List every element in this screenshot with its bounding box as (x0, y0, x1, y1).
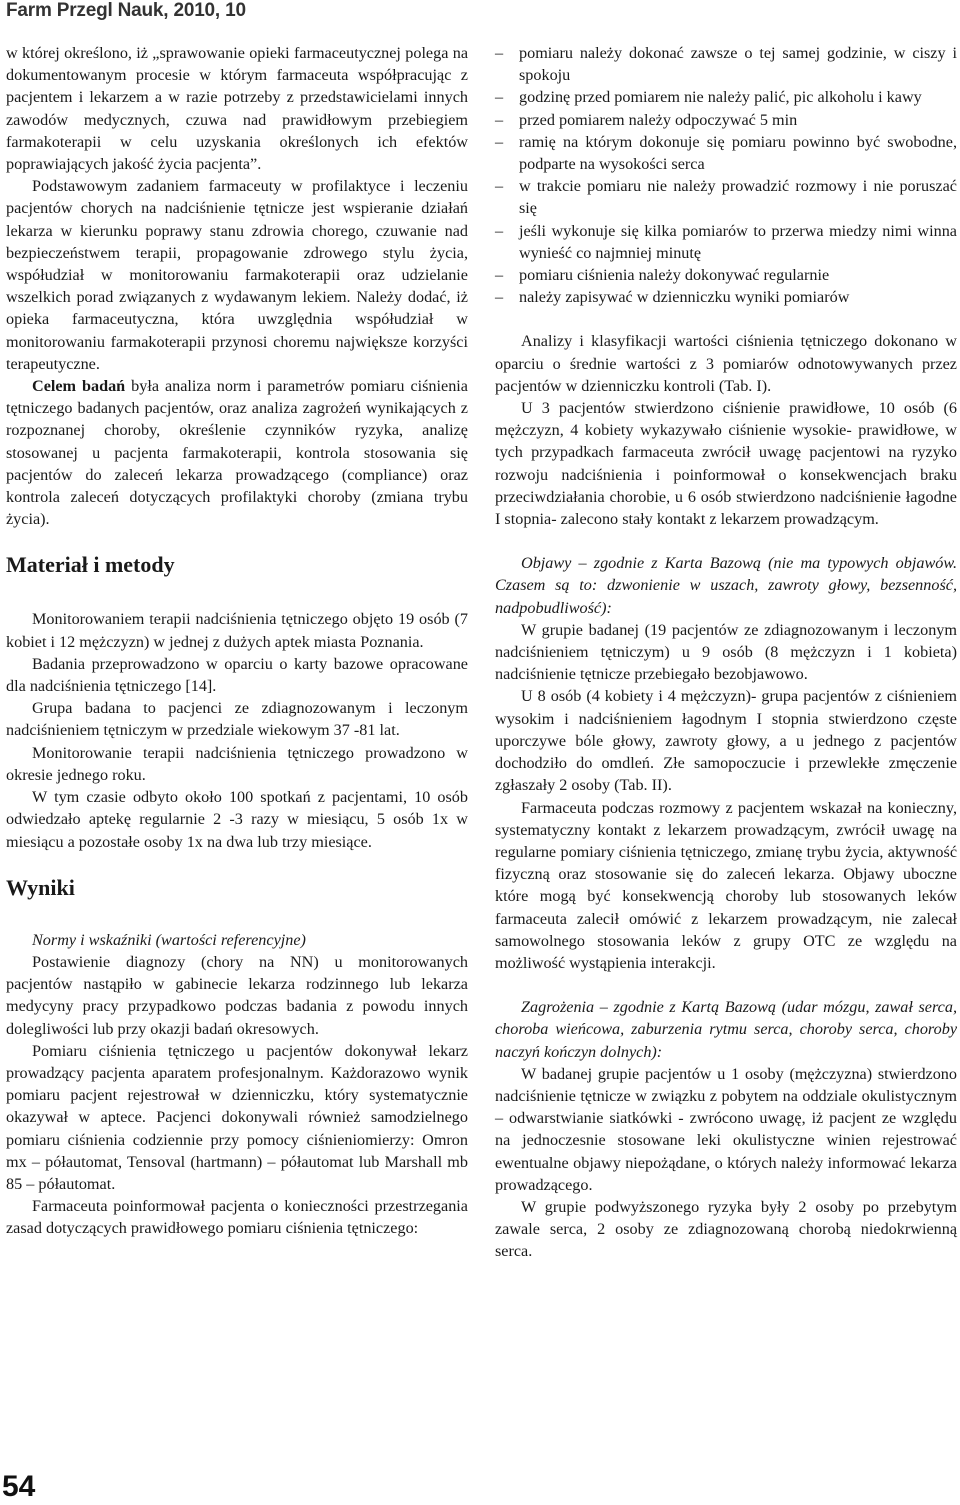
paragraph-methods-3: Grupa badana to pacjenci ze zdiagnozowanym i leczonym nadciśnieniem tętniczym w przedziale wiekowym 37 -81 lat. (6, 699, 468, 740)
paragraph-threats-1: W badanej grupie pacjentów u 1 osoby (mężczyzna) stwierdzono nadciśnienie tętnicze w związku z pobytem na oddziale okulistycznym – odwarstwianie siatkówki - zwrócono uwagę, iż pacjent ze względu na jednoczesnie stosowane leki okulistyczne winien rejestrować ewentualne objawy niepożądane, o których należy informować lekarza prowadzącego. (495, 1064, 957, 1194)
list-item: – w trakcie pomiaru nie należy prowadzić rozmowy i nie poruszać się (495, 175, 957, 219)
list-item: – pomiaru ciśnienia należy dokonywać regularnie (495, 264, 957, 286)
paragraph-methods-4: Monitorowanie terapii nadciśnienia tętniczego prowadzono w okresie jednego roku. (6, 743, 468, 784)
measurement-rules-list (495, 42, 957, 308)
paragraph-analysis-1: Analizy i klasyfikacji wartości ciśnienia tętniczego dokonano w oparciu o średnie wartości z 3 pomiarów odnotowywanych przez pacjentów w dzienniczku kontroli (Tab. I). (495, 332, 957, 395)
paragraph-results-1: Postawienie diagnozy (chory na NN) u monitorowanych pacjentów nastąpiło w gabinecie lekarza rodzinnego lub lekarza medycyny pracy przypadkowo podczas badania z powodu innych dolegliwości lub przy okazji badań okresowych. (6, 952, 468, 1038)
section-heading-methods: Materiał i metody (6, 552, 175, 578)
paragraph-study-aim (6, 375, 468, 530)
right-column (495, 42, 957, 1263)
subheading-norms: Normy i wskaźniki (wartości referencyjne) (32, 930, 306, 949)
paragraph-symptoms-2: U 8 osób (4 kobiety i 4 mężczyzn)- grupa pacjentów z ciśnieniem wysokim i nadciśnieniem łagodnym I stopnia stwierdzono częste uporczywe bóle głowy, zawroty głowy, a u jednego z pacjentów dochodziło do omdleń. Złe samopoczucie i przewlekłe zmęczenie zgłaszały 2 osoby (Tab. II). (495, 687, 957, 795)
paragraph-pharmacist-task: Podstawowym zadaniem farmaceuty w profilaktyce i leczeniu pacjentów chorych na nadciśnienie tętnicze jest wspieranie działań lekarza w kierunku poprawy stanu zdrowia chorego, czuwanie nad bezpieczeństwem terapii, propagowanie zdrowego stylu życia, współudział w monitorowaniu farmakoterapii oraz udzielanie wszelkich porad związanych z wydawanym lekiem. Należy dodać, iż opieka farmaceutyczna, która uwzględnia współudział w monitorowaniu farmakoterapii przynosi choremu największe korzyści terapeutyczne. (6, 177, 468, 373)
paragraph-intro: w której określono, iż „sprawowanie opieki farmaceutycznej polega na dokumentowanym procesie w którym farmaceuta współpracując z pacjentem i lekarzem a w razie potrzeby z przedstawicielami innych zawodów medycznych, czuwa nad prawidłowym przebiegiem farmakoterapii w celu uzyskania określonych ich efektów poprawiających jakość życia pacjenta”. (6, 44, 468, 174)
list-item: – jeśli wykonuje się kilka pomiarów to przerwa miedzy nimi winna wynieść co najmniej minutę (495, 220, 957, 264)
paragraph-analysis-2: U 3 pacjentów stwierdzono ciśnienie prawidłowe, 10 osób (6 mężczyzn, 4 kobiety wykazywało ciśnienie wysokie- prawidłowe, w tych przypadkach farmaceuta zwrócił uwagę pacjentowi na ryzyko rozwoju nadciśnienia i poinformował o konsekwencjach braku przeciwdziałania chorobie, u 6 osób stwierdzono nadciśnienie łagodne I stopnia- zalecono stały kontakt z lekarzem prowadzącym. (495, 399, 957, 529)
subheading-symptoms: Objawy – zgodnie z Karta Bazową (nie ma typowych objawów. Czasem są to: dzwonienie w uszach, zawroty głowy, bezsenność, nadpobudliwość): (495, 554, 957, 617)
paragraph-methods-2: Badania przeprowadzono w oparciu o karty bazowe opracowane dla nadciśnienia tętniczego [14]. (6, 654, 468, 696)
section-heading-results: Wyniki (6, 874, 75, 900)
page-number: 54 (2, 1470, 36, 1503)
list-item: – przed pomiarem należy odpoczywać 5 min (495, 109, 957, 131)
list-item: – pomiaru należy dokonać zawsze o tej samej godzinie, w ciszy i spokoju (495, 42, 957, 86)
running-header: Farm Przegl Nauk, 2010, 10 (6, 0, 246, 21)
paragraph-results-2: Pomiaru ciśnienia tętniczego u pacjentów dokonywał lekarz prowadzący pacjenta aparatem profesjonalnym. Każdorazowo wynik pomiaru pacjent rejestrował w dzienniczku, który systematycznie okazywał w aptece. Pacjenci dokonywali również samodzielnego pomiaru ciśnienia codziennie przy pomocy ciśnieniomierzy: Omron mx – półautomat, Tensoval (hartmann) – półautomat lub Marshall mb 85 – półautomat. (6, 1041, 468, 1193)
paragraph-threats-2: W grupie podwyższonego ryzyka były 2 osoby po przebytym zawale serca, 2 osoby ze zdiagnozowaną chorobą niedokrwienną serca. (495, 1197, 957, 1261)
paragraph-symptoms-3: Farmaceuta podczas rozmowy z pacjentem wskazał na konieczny, systematyczny kontakt z lekarzem prowadzącym, zwrócił uwagę na regularne pomiary ciśnienia tętniczego, zmianę trybu życia, aktywność fizyczną oraz stosowanie się do zaleceń lekarza. Objawy uboczne które mogą być konsekwencją choroby lub stosowanych leków farmaceuta zalecił omówić z lekarzem prowadzącym, nie zalecał samowolnego stosowania leków z grupy OTC ze względu na możliwość wystąpienia interakcji. (495, 798, 957, 972)
paragraph-methods-1: Monitorowaniem terapii nadciśnienia tętniczego objęto 19 osób (7 kobiet i 12 mężczyzn) w jednej z dużych aptek miasta Poznania. (6, 610, 468, 651)
study-aim-lead: Celem badań (32, 377, 126, 396)
list-item: – godzinę przed pomiarem nie należy palić, pic alkoholu i kawy (495, 86, 957, 108)
subheading-threats: Zagrożenia – zgodnie z Kartą Bazową (udar mózgu, zawał serca, choroba wieńcowa, zaburzenia rytmu serca, choroby serca, choroby naczyń kończyn dolnych): (495, 998, 957, 1061)
paragraph-methods-5: W tym czasie odbyto około 100 spotkań z pacjentami, 10 osób odwiedzało aptekę regularnie 2 -3 razy w miesiącu, 5 osób 1x w miesiącu a pozostałe osoby 1x na dwa lub trzy miesiące. (6, 788, 468, 851)
left-column (6, 42, 468, 1240)
list-item: – ramię na którym dokonuje się pomiaru powinno być swobodne, podparte na wysokości serca (495, 131, 957, 175)
list-item: – należy zapisywać w dzienniczku wyniki pomiarów (495, 286, 957, 308)
study-aim-text: była analiza norm i parametrów pomiaru ciśnienia tętniczego badanych pacjentów, oraz analiza zagrożeń wynikających z rozpoznanej choroby, określenie czynników ryzyka, analizę stosowanej u pacjenta farmakoterapii, kontrola stosowania się pacjentów do zaleceń lekarza prowadzącego (compliance) oraz kontrola zaleceń dotyczących profilaktyki choroby (zmiana trybu życia). (6, 377, 468, 529)
paragraph-results-3: Farmaceuta poinformował pacjenta o konieczności przestrzegania zasad dotyczących prawidłowego pomiaru ciśnienia tętniczego: (6, 1197, 468, 1238)
paragraph-symptoms-1: W grupie badanej (19 pacjentów ze zdiagnozowanym i leczonym nadciśnieniem tętniczym) u 9 osób (8 mężczyzn i 1 kobieta) nadciśnienie tętnicze przebiegało bezobjawowo. (495, 620, 957, 684)
